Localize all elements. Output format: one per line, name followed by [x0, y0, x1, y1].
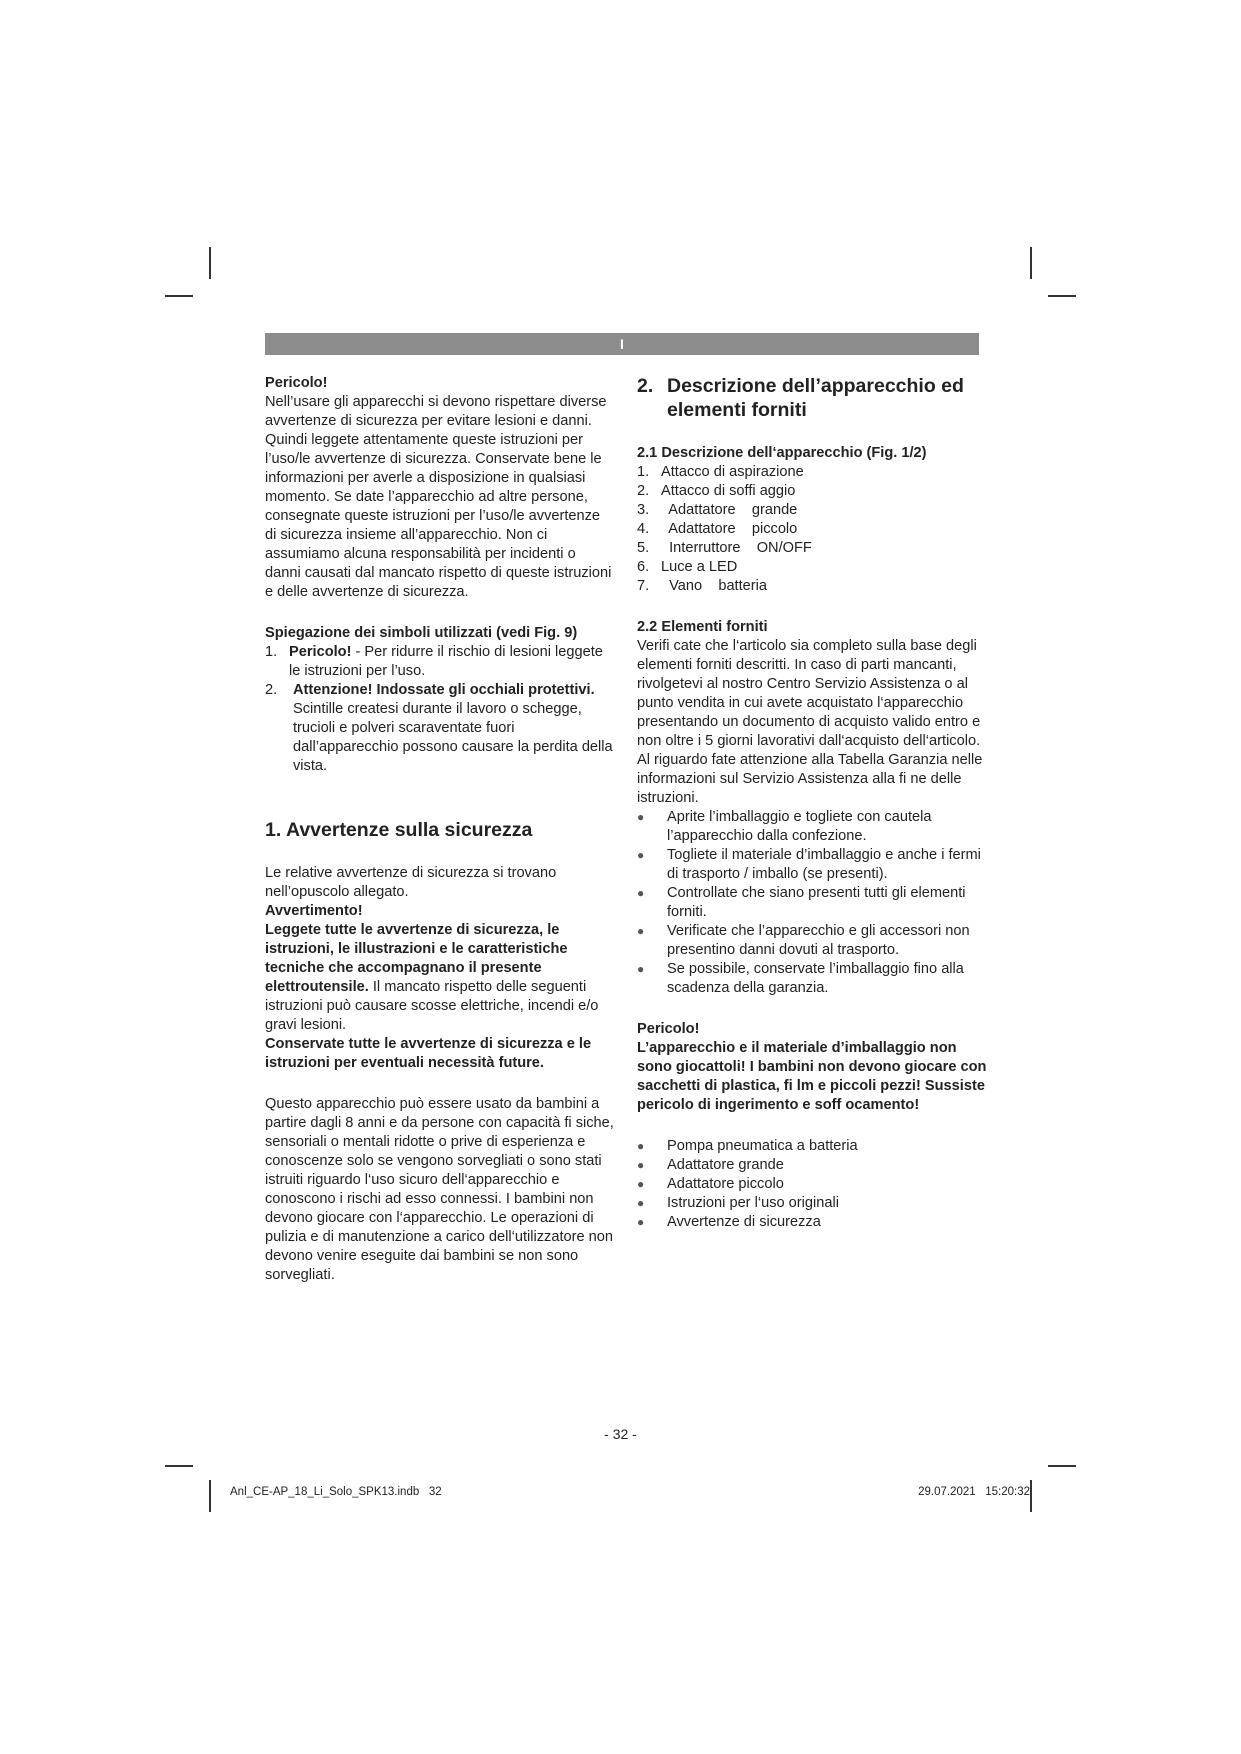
crop-mark	[1048, 295, 1076, 297]
subsection-2-2-text: Verifi cate che l‘articolo sia completo sulla base degli elementi forniti descritti. In caso di parti mancanti, rivolgetevi al nostro Centro Servizio Assistenza o al punto vendita in cui avete acquistato l‘apparecchio presentando un documento di acquisto valido entro e non oltre i 5 giorni lavorativi dall‘acquisto dell‘articolo. Al riguardo fate attenzione alla Tabella Garanzia nelle informazioni sul Servizio Assistenza alla fi ne delle istruzioni.	[637, 638, 983, 806]
section-1-intro: Le relative avvertenze di sicurezza si trovano nell’opuscolo allegato.	[265, 865, 557, 900]
list-item: 7. Vano batteria	[637, 578, 768, 594]
crop-mark	[209, 1480, 211, 1512]
list-item: 1. Attacco di aspirazione	[637, 464, 804, 480]
keep-instructions-text: Conservate tutte le avvertenze di sicurezza e le istruzioni per eventuali necessità future.	[265, 1036, 592, 1071]
list-item: ● Istruzioni per l‘uso originali	[637, 1195, 839, 1211]
bullet-icon: ●	[637, 962, 645, 976]
footer-file-name: Anl_CE-AP_18_Li_Solo_SPK13.indb 32	[230, 1486, 442, 1498]
list-item: 2. Attacco di soffi aggio	[637, 483, 796, 499]
crop-mark	[1048, 1465, 1076, 1467]
list-item: 1. Pericolo! - Per ridurre il rischio di lesioni leggete le istruzioni per l’uso.	[265, 644, 603, 679]
danger2-heading: Pericolo!	[637, 1021, 700, 1037]
list-item: ● Verificate che l’apparecchio e gli accessori non presentino danni dovuti al trasporto.	[637, 923, 970, 958]
list-item: 2. Attenzione! Indossate gli occhiali protettivi. Scintille createsi durante il lavoro o schegge, trucioli e polveri scaraventate fuori dall’apparecchio possono causare la perdita della vista.	[265, 682, 613, 774]
bullet-icon: ●	[637, 1215, 645, 1229]
list-item: ● Pompa pneumatica a batteria	[637, 1138, 858, 1154]
bullet-icon: ●	[637, 1139, 645, 1153]
language-tab-label: I	[620, 336, 624, 352]
danger-text: Nell’usare gli apparecchi si devono rispettare diverse avvertenze di sicurezza per evitare lesioni e danni. Quindi leggete attentamente queste istruzioni per l’uso/le avvertenze di sicurezza. Conservate bene le informazioni per averle a disposizione in qualsiasi momento. Se date l’apparecchio ad altre persone, consegnate queste istruzioni per l’uso/le avvertenze di sicurezza insieme all’apparecchio. Non ci assumiamo alcuna responsabilità per incidenti o danni causati dal mancato rispetto di queste istruzioni e delle avvertenze di sicurezza.	[265, 394, 612, 600]
language-header-bar	[265, 333, 979, 355]
subsection-2-2-title: 2.2 Elementi forniti	[637, 619, 768, 635]
warning-text: Leggete tutte le avvertenze di sicurezza, le istruzioni, le illustrazioni e le caratteristiche tecniche che accompagnano il presente elettroutensile. Il mancato rispetto delle seguenti istruzioni può causare scosse elettriche, incendi e/o gravi lesioni.	[265, 922, 599, 1033]
left-column	[265, 374, 615, 1285]
bullet-icon: ●	[637, 886, 645, 900]
crop-mark	[1030, 247, 1032, 279]
list-item: ● Adattatore grande	[637, 1157, 784, 1173]
parts-list	[637, 463, 987, 596]
danger-heading: Pericolo!	[265, 375, 328, 391]
bullet-icon: ●	[637, 1158, 645, 1172]
list-item: ● Togliete il materiale d’imballaggio e anche i fermi di trasporto / imballo (se presenti).	[637, 847, 981, 882]
subsection-2-1-title: 2.1 Descrizione dell‘apparecchio (Fig. 1/2)	[637, 445, 927, 461]
bullet-icon: ●	[637, 1196, 645, 1210]
list-item: ● Controllate che siano presenti tutti gli elementi forniti.	[637, 885, 966, 920]
delivery-contents-list	[637, 1137, 987, 1232]
crop-mark	[165, 295, 193, 297]
crop-mark	[1030, 1480, 1032, 1512]
crop-mark	[209, 247, 211, 279]
crop-mark	[165, 1465, 193, 1467]
right-column	[637, 374, 987, 1232]
symbols-heading: Spiegazione dei simboli utilizzati (vedi Fig. 9)	[265, 625, 578, 641]
bullet-icon: ●	[637, 924, 645, 938]
list-item: 3. Adattatore grande	[637, 502, 798, 518]
list-item: 4. Adattatore piccolo	[637, 521, 798, 537]
list-item: ● Adattatore piccolo	[637, 1176, 784, 1192]
list-item: 6. Luce a LED	[637, 559, 738, 575]
unpacking-steps-list	[637, 808, 987, 998]
warning-heading: Avvertimento!	[265, 903, 363, 919]
list-item: 5. Interruttore ON/OFF	[637, 540, 812, 556]
symbols-list	[265, 643, 615, 776]
danger2-text: L’apparecchio e il materiale d’imballaggio non sono giocattoli! I bambini non devono giocare con sacchetti di plastica, fi lm e piccoli pezzi! Sussiste pericolo di ingerimento e soff ocamento!	[637, 1040, 987, 1113]
footer-date-time: 29.07.2021 15:20:32	[918, 1486, 1030, 1498]
list-item: ● Se possibile, conservate l’imballaggio fino alla scadenza della garanzia.	[637, 961, 964, 996]
section-1-title: 1. Avvertenze sulla sicurezza	[265, 819, 533, 841]
list-item: ● Aprite l’imballaggio e togliete con cautela l’apparecchio dalla confezione.	[637, 809, 932, 844]
section-2-title: 2. Descrizione dell’apparecchio ed elementi forniti	[637, 375, 964, 421]
bullet-icon: ●	[637, 810, 645, 824]
list-item: ● Avvertenze di sicurezza	[637, 1214, 821, 1230]
page-number: - 32 -	[604, 1426, 637, 1442]
bullet-icon: ●	[637, 1177, 645, 1191]
bullet-icon: ●	[637, 848, 645, 862]
children-usage-text: Questo apparecchio può essere usato da bambini a partire dagli 8 anni e da persone con capacità fi siche, sensoriali o mentali ridotte o prive di esperienza e conoscenze solo se vengono sorvegliati o sono stati istruiti riguardo l‘uso sicuro dell‘apparecchio e conoscono i rischi ad esso connessi. I bambini non devono giocare con l‘apparecchio. Le operazioni di pulizia e di manutenzione a carico dell‘utilizzatore non devono venire eseguite dai bambini se non sono sorvegliati.	[265, 1096, 614, 1283]
